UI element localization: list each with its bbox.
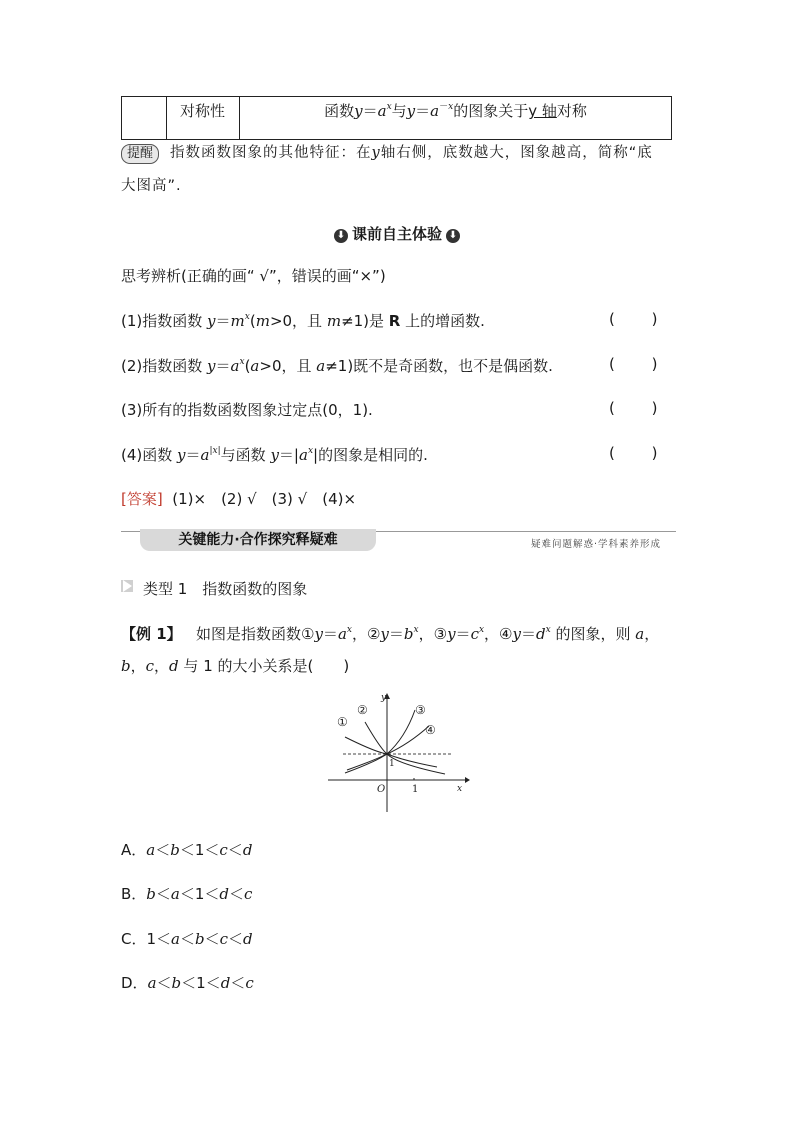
origin-label: O — [377, 784, 386, 795]
option-b[interactable]: B．b＜a＜1＜d＜c — [121, 885, 253, 903]
tip-y: y — [371, 145, 381, 161]
question-item: (4)函数 $y=a^{|x|}$与函数 $y=|a^x|$的图象是相同的. — [121, 446, 428, 464]
x-label: x — [457, 784, 463, 794]
question-item: (3)所有的指数函数图象过定点(0，1). — [121, 401, 373, 419]
instruction: 思考辨析(正确的画“ √”，错误的画“×”) — [121, 267, 386, 285]
play-icon — [123, 580, 132, 592]
answer-label: [答案] — [121, 490, 163, 508]
section-title-text: 课前自主体验 — [351, 225, 442, 243]
answer-paren: ( ) — [609, 399, 674, 417]
type-heading: 类型 1 指数函数的图象 — [143, 580, 308, 598]
answer-paren: ( ) — [609, 444, 674, 462]
answer-paren: ( ) — [609, 355, 674, 373]
tip-text-post: 轴右侧，底数越大，图象越高，简称“底 — [380, 145, 653, 161]
option-letter: B． — [121, 885, 147, 903]
tip-text-pre: 指数函数图象的其他特征：在 — [170, 145, 372, 161]
example-line-2: b，c，d 与 1 的大小关系是( ) — [121, 657, 350, 675]
example-line-1: 【例 1】 如图是指数函数$①y=a^x$，$②y=b^x$，$③y=c^x$，$④y=d^x$ 的图象，则 a， — [121, 625, 660, 643]
y-label: y — [381, 693, 387, 703]
option-letter: C． — [121, 930, 147, 948]
option-letter: D． — [121, 974, 148, 992]
table-content-cell: 函数$y=a^x$与$y=a^{-x}$的图象关于y 轴对称 — [324, 102, 587, 120]
question-item: (2)指数函数 $y=a^x(a>0$，且 a≠1)既不是奇函数，也不是偶函数. — [121, 357, 553, 375]
y-tick-1: 1 — [389, 759, 395, 769]
property-table — [121, 96, 672, 140]
table-empty-cell — [122, 97, 167, 139]
content-post: 对称 — [556, 102, 587, 120]
option-d[interactable]: D．a＜b＜1＜d＜c — [121, 974, 254, 992]
option-c[interactable]: C．1＜a＜b＜c＜d — [121, 930, 253, 948]
answer-line — [121, 488, 356, 509]
option-a[interactable]: A．a＜b＜1＜c＜d — [121, 841, 253, 859]
tip-text — [170, 143, 680, 163]
tip-text-line2: 大图高”. — [121, 178, 182, 194]
down-arrow-icon: ⬇ — [446, 229, 460, 243]
down-arrow-icon: ⬇ — [334, 229, 348, 243]
banner-subtitle: 疑难问题解惑·学科素养形成 — [531, 539, 662, 550]
option-letter: A． — [121, 841, 147, 859]
label-3: ③ — [415, 703, 426, 717]
table-property-cell: 对称性 — [166, 97, 240, 139]
answer-paren: ( ) — [609, 310, 674, 328]
content-axis: y 轴 — [528, 102, 557, 120]
question-item: (1)指数函数 $y=m^x(m>0$，且 m≠1)是 R 上的增函数. — [121, 312, 485, 330]
content-mid2: 的图象关于 — [453, 102, 529, 120]
exponential-graph — [325, 690, 470, 815]
content-pre: 函数 — [324, 102, 355, 120]
tip-badge: 提醒 — [121, 144, 159, 164]
section-title — [0, 223, 794, 244]
x-tick-1: 1 — [412, 784, 419, 795]
label-2: ② — [357, 703, 368, 717]
section-banner: 关键能力·合作探究释疑难 — [140, 529, 376, 551]
content-mid1: 与 — [391, 102, 407, 120]
x-axis-arrow — [465, 777, 470, 783]
answer-values: (1)× (2) √ (3) √ (4)× — [172, 490, 357, 508]
label-1: ① — [337, 715, 348, 729]
example-label: 【例 1】 — [121, 625, 182, 643]
label-4: ④ — [425, 723, 436, 737]
curve-4 — [347, 726, 429, 770]
